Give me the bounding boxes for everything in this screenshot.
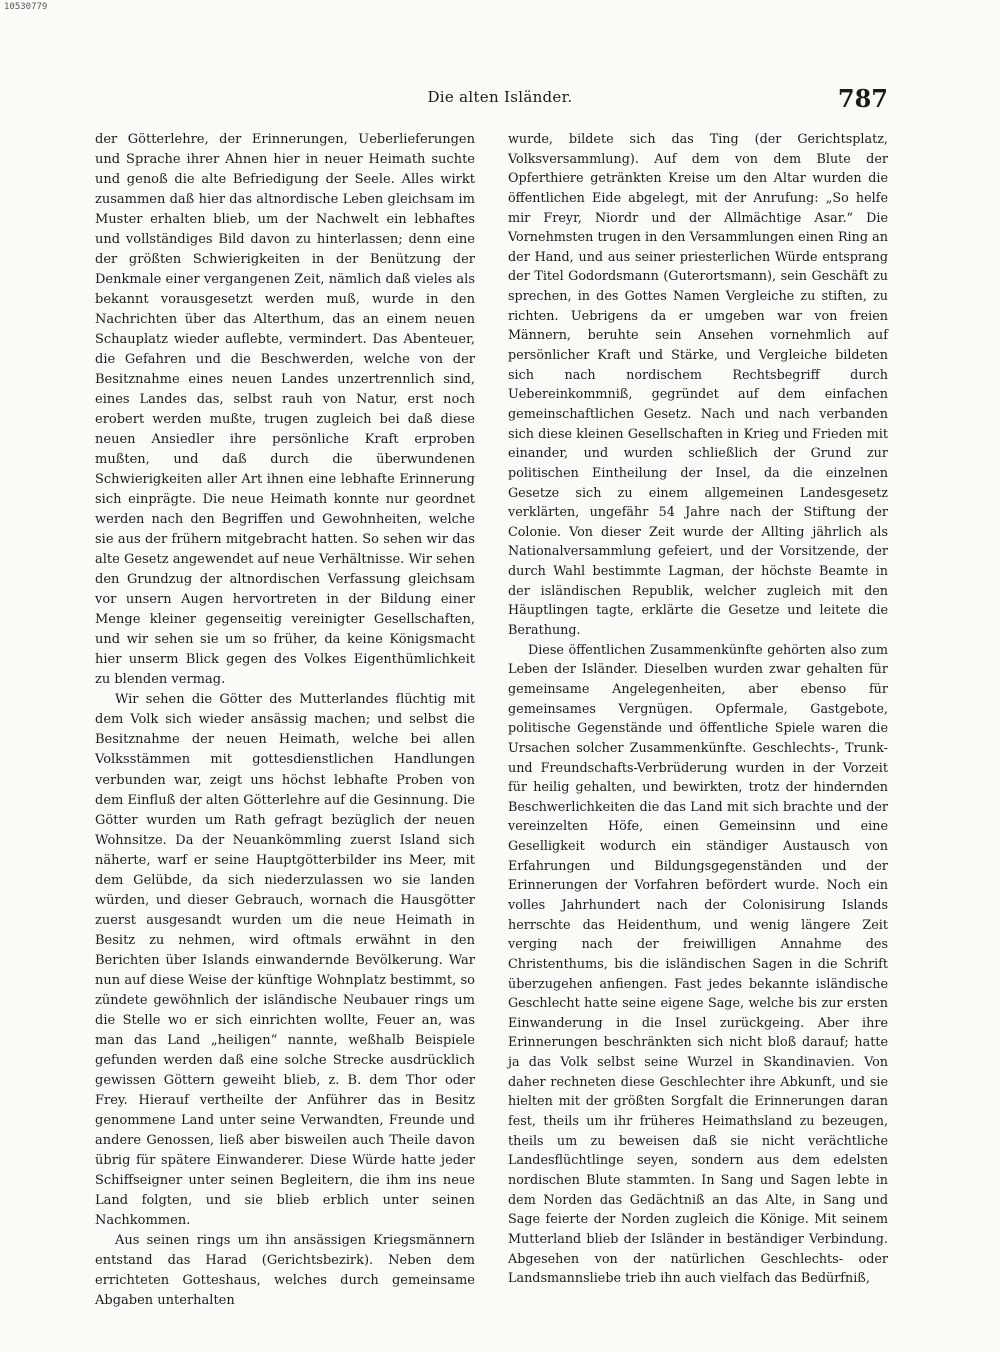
right-column xyxy=(508,130,888,1289)
right-paragraph-2: Diese öffentlichen Zusammenkünfte gehörten also zum Leben der Isländer. Dieselben wurden zwar gehalten für gemeinsame Angelegenheiten, aber ebenso für gemeinsames Vergnügen. Opfermale, Gastgebote, politische Gegenstände und öffentliche Spiele waren die Ursachen solcher Zusammenkünfte. Geschlechts-, Trunk- und Freundschafts-Verbrüderung wurden in der Vorzeit für heilig gehalten, und bewirkten, trotz der hindernden Beschwerlichkeiten die das Land mit sich brachte und der vereinzelten Höfe, einen Gemeinsinn und eine Geselligkeit wodurch ein ständiger Austausch von Erfahrungen und Bildungsgegenständen und der Erinnerungen der Vorfahren befördert wurde. Noch ein volles Jahrhundert nach der Colonisirung Islands herrschte das Heidenthum, und wenig längere Zeit verging nach der freiwilligen Annahme des Christenthums, bis die isländischen Sagen in die Schrift überzugehen anfiengen. Fast jedes bekannte isländische Geschlecht hatte seine eigene Sage, welche bis zur ersten Einwanderung in die Insel zurückgeing. Aber ihre Erinnerungen beschränkten sich nicht bloß darauf; hatte ja das Volk selbst seine Wurzel in Skandinavien. Von daher rechneten diese Geschlechter ihre Abkunft, und sie hielten mit der größten Sorgfalt die Erinnerungen daran fest, theils um ihr früheres Heimathsland zu bezeugen, theils um zu beweisen daß sie nicht verächtliche Landesflüchtlinge seyen, sondern aus dem edelsten nordischen Blute stammten. In Sang und Sagen lebte in dem Norden das Gedächtniß an das Alte, in Sang und Sage feierte der Norden zugleich die Könige. Mit seinem Mutterland blieb der Isländer in beständiger Verbindung. Abgesehen von der natürlichen Geschlechts- oder Landsmannsliebe trieb ihn auch vielfach das Bedürfniß, xyxy=(508,642,888,1287)
scan-id-label: 10530779 xyxy=(4,2,48,12)
page-number: 787 xyxy=(837,84,888,113)
left-paragraph-1: der Götterlehre, der Erinnerungen, Ueberlieferungen und Sprache ihrer Ahnen hier in neuer Heimath suchte und genoß die alte Befriedigung der Seele. Alles wirkt zusammen daß hier das altnordische Leben gleichsam im Muster erhalten blieb, um der Nachwelt ein lebhaftes und vollständiges Bild davon zu hinterlassen; denn eine der größten Schwierigkeiten in der Benützung der Denkmale einer vergangenen Zeit, nämlich daß vieles als bekannt vorausgesetzt werden muß, wurde in den Nachrichten über das Alterthum, das an einem neuen Schauplatz wieder auflebte, vermindert. Das Abenteuer, die Gefahren und die Beschwerden, welche von der Besitznahme eines neuen Landes unzertrennlich sind, eines Landes das, selbst rauh von Natur, erst noch erobert werden mußte, trugen zugleich bei daß diese neuen Ansiedler ihre persönliche Kraft erproben mußten, und daß durch die überwundenen Schwierigkeiten aller Art ihnen eine lebhafte Erinnerung sich einprägte. Die neue Heimath konnte nur geordnet werden nach den Begriffen und Gewohnheiten, welche sie aus der frühern mitgebracht hatten. So sehen wir das alte Gesetz angewendet auf neue Verhältnisse. Wir sehen den Grundzug der altnordischen Verfassung gleichsam vor unsern Augen hervortreten in der Bildung einer Menge kleiner gegenseitig vereinigter Gesellschaften, und wir sehen sie um so früher, da keine Königsmacht hier unserm Blick gegen des Volkes Eigenthümlichkeit zu blenden vermag. xyxy=(95,132,475,688)
running-title: Die alten Isländer. xyxy=(427,88,573,106)
left-paragraph-2: Wir sehen die Götter des Mutterlandes flüchtig mit dem Volk sich wieder ansässig machen; und selbst die Besitznahme der neuen Heimath, welche bei allen Volksstämmen mit gottesdienstlichen Handlungen verbunden war, zeigt uns höchst lebhafte Proben von dem Einfluß der alten Götterlehre auf die Gesinnung. Die Götter wurden um Rath gefragt bezüglich der neuen Wohnsitze. Da der Neuankömmling zuerst Island sich näherte, warf er seine Hauptgötterbilder ins Meer, mit dem Gelübde, da sich niederzulassen wo sie landen würden, und dieser Gebrauch, wornach die Hausgötter zuerst ausgesandt wurden um die neue Heimath in Besitz zu nehmen, wird oftmals erwähnt in den Berichten über Islands einwandernde Bevölkerung. War nun auf diese Weise der künftige Wohnplatz bestimmt, so zündete gewöhnlich der isländische Neubauer rings um die Stelle wo er sich einrichten wollte, Feuer an, was man das Land „heiligen“ nannte, weßhalb Beispiele gefunden werden daß eine solche Strecke ausdrücklich gewissen Göttern geweiht blieb, z. B. dem Thor oder Frey. Hierauf vertheilte der Anführer das in Besitz genommene Land unter seine Verwandten, Freunde und andere Genossen, ließ aber bisweilen auch Theile davon übrig für spätere Einwanderer. Diese Würde hatte jeder Schiffseigner unter seinen Begleitern, die ihm ins neue Land folgten, und sie blieb erblich unter seinen Nachkommen. xyxy=(95,692,475,1228)
right-paragraph-1: wurde, bildete sich das Ting (der Gerichtsplatz, Volksversammlung). Auf dem von dem Blute der Opferthiere getränkten Kreise um den Altar wurden die öffentlichen Eide abgelegt, mit der Anrufung: „So helfe mir Freyr, Niordr und der Allmächtige Asar.“ Die Vornehmsten trugen in den Versammlungen einen Ring an der Hand, und aus seiner priesterlichen Würde entsprang der Titel Godordsmann (Guterortsmann), sein Geschäft zu sprechen, in des Gottes Namen Vergleiche zu stiften, zu richten. Uebrigens da er umgeben war von freien Männern, beruhte sein Ansehen vornehmlich auf persönlicher Kraft und Stärke, und Vergleiche bildeten sich nach nordischem Rechtsbegriff durch Uebereinkommniß, gegründet auf dem einfachen gemeinschaftlichen Gesetz. Nach und nach verbanden sich diese kleinen Gesellschaften in Krieg und Frieden mit einander, und wurden schließlich der Grund zur politischen Eintheilung der Insel, da die einzelnen Gesetze sich zu einem allgemeinen Landesgesetz verklärten, ungefähr 54 Jahre nach der Stiftung der Colonie. Von dieser Zeit wurde der Allting jährlich als Nationalversammlung gefeiert, und der Vorsitzende, der durch Wahl bestimmte Lagman, der höchste Beamte in der isländischen Republik, welcher zugleich mit den Häuptlingen tagte, erklärte die Gesetze und leitete die Berathung. xyxy=(508,132,888,639)
left-column xyxy=(95,130,475,1311)
left-paragraph-3: Aus seinen rings um ihn ansässigen Kriegsmännern entstand das Harad (Gerichtsbezirk). Neben dem errichteten Gotteshaus, welches durch gemeinsame Abgaben unterhalten xyxy=(95,1232,475,1308)
